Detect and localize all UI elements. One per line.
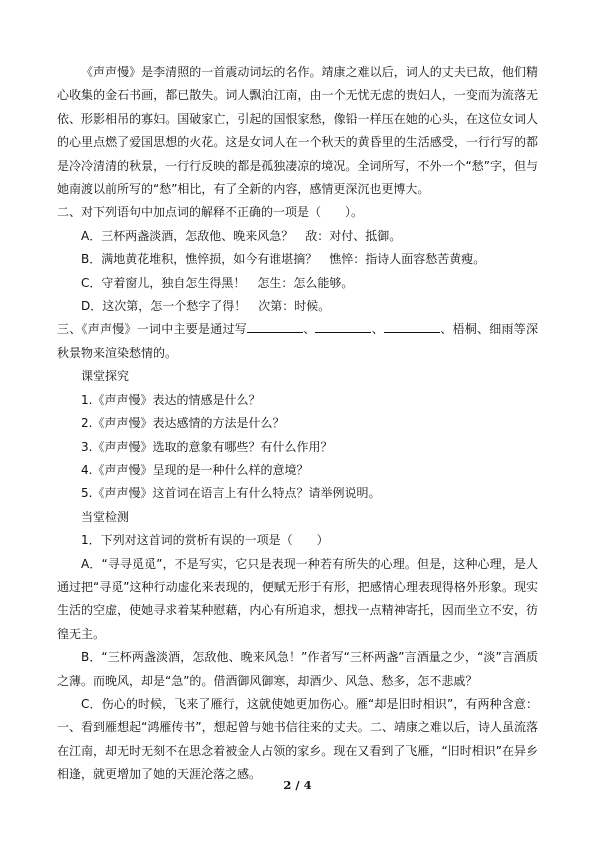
classroom-item: 2.《声声慢》表达感情的方法是什么？	[81, 416, 285, 431]
answer-blank-1[interactable]	[247, 320, 303, 333]
page-number: 2 / 4	[283, 778, 312, 792]
page-content	[57, 61, 538, 787]
classroom-item: 5.《声声慢》这首词在语言上有什么特点？请举例说明。	[81, 486, 381, 501]
test-option-c: C．伤心的时候，飞来了雁行，这就使她更加伤心。雁“却是旧时相识”，有两种含意：一、看到雁想起“鸿雁传书”，想起曾与她书信往来的丈夫。二、靖康之难以后，诗人虽流落在江南，却无时无刻不在思念着被金人占领的家乡。现在又看到了飞雁，“旧时相识”在异乡相逢，就更增加了她的天涯沦落之感。	[57, 696, 538, 782]
question-3-suffix: 、梧桐、细雨等深秋景物来渲染愁情的。	[57, 322, 538, 360]
test-question-1-stem: 1．下列对这首词的赏析有误的一项是（ ）	[81, 533, 329, 548]
blank-separator: 、	[302, 322, 316, 337]
test-option-b: B．“三杯两盏淡酒，怎敌他、晚来风急！”作者写“三杯两盏”言酒量之少，“淡”言酒质之薄。而晚风，却是“急”的。借酒御风御寒，却酒少、风急、愁多，怎不悲戚？	[57, 650, 538, 688]
question-2-option-c: C．守着窗儿，独自怎生得黑！ 怎生：怎么能够。	[81, 275, 354, 290]
question-2-option-d: D．这次第，怎一个愁字了得！ 次第：时候。	[81, 299, 331, 314]
test-option-a: A．“寻寻觅觅”，不是写实，它只是表现一种若有所失的心理。但是，这种心理，是人通过把“寻觅”这种行动虚化来表现的，便赋无形于有形，把感情心理表现得格外形象。现实生活的空虚，使她寻求着某种慰藉，内心有所追求，想找一点精神寄托，因而坐立不安，彷徨无主。	[57, 556, 538, 641]
classroom-item: 3.《声声慢》选取的意象有哪些？有什么作用？	[81, 439, 333, 454]
question-2-option-a: A．三杯两盏淡酒，怎敌他、晚来风急？ 敌：对付、抵御。	[81, 228, 402, 243]
classroom-item: 1.《声声慢》表达的情感是什么？	[81, 392, 261, 407]
classroom-heading: 课堂探究	[81, 369, 130, 384]
classroom-item: 4.《声声慢》呈现的是一种什么样的意境？	[81, 462, 309, 477]
answer-blank-3[interactable]	[384, 320, 440, 333]
question-2-stem: 二、对下列语句中加点词的解释不正确的一项是（ ）。	[57, 205, 364, 220]
answer-blank-2[interactable]	[315, 320, 371, 333]
question-3-prefix: 三、《声声慢》一词中主要是通过写	[57, 322, 247, 337]
intro-paragraph: 《声声慢》是李清照的一首震动词坛的名作。靖康之难以后，词人的丈夫已故，他们精心收集的金石书画，都已散失。词人飘泊江南，由一个无忧无虑的贵妇人，一变而为流落无依、形影相吊的寡妇。国破家亡，引起的国恨家愁，像铅一样压在她的心头，在这位女词人的心里点燃了爱国思想的火花。这是女词人在一个秋天的黄昏里的生活感受，一行行写的都是冷冷清清的秋景，一行行反映的都是孤独凄凉的境况。全词所写，不外一个“愁”字，但与她南渡以前所写的“愁”相比，有了全新的内容，感情更深沉也更博大。	[57, 65, 538, 197]
blank-separator: 、	[371, 322, 384, 337]
test-heading: 当堂检测	[81, 509, 130, 524]
question-3	[57, 318, 538, 365]
question-2-option-b: B．满地黄花堆积，憔悴损，如今有谁堪摘？ 憔悴：指诗人面容愁苦黄瘦。	[81, 252, 486, 267]
